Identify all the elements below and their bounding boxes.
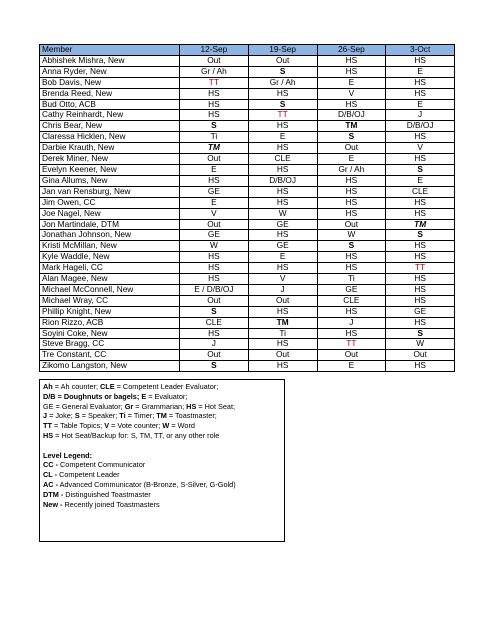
role-cell: W xyxy=(386,339,455,350)
table-row xyxy=(40,55,455,66)
table-row xyxy=(40,99,455,110)
role-cell: GE xyxy=(180,230,249,241)
member-name-cell: Mark Hageli, CC xyxy=(40,263,180,274)
table-row xyxy=(40,143,455,154)
level-legend-line xyxy=(43,480,281,490)
role-cell: HS xyxy=(248,88,317,99)
role-cell: Out xyxy=(317,350,386,361)
role-cell: HS xyxy=(248,339,317,350)
legend-text: = Evaluator; xyxy=(146,391,188,401)
role-cell: HS xyxy=(317,252,386,263)
table-row xyxy=(40,328,455,339)
table-row xyxy=(40,361,455,372)
member-name-cell: Abhishek Mishra, New xyxy=(40,55,180,66)
role-cell: HS xyxy=(180,328,249,339)
role-cell: TT xyxy=(386,263,455,274)
legend-text: CLE xyxy=(100,382,115,391)
table-row xyxy=(40,274,455,285)
role-cell: HS xyxy=(317,55,386,66)
role-cell: E xyxy=(248,252,317,263)
member-name-cell: Gina Allums, New xyxy=(40,175,180,186)
legend-text: = Grammarian; xyxy=(133,401,187,411)
legend-box xyxy=(39,379,285,542)
role-cell: S xyxy=(386,328,455,339)
role-cell: Out xyxy=(248,295,317,306)
table-row xyxy=(40,175,455,186)
role-cell: S xyxy=(386,164,455,175)
role-cell: Out xyxy=(180,154,249,165)
role-cell: J xyxy=(317,317,386,328)
role-cell: J xyxy=(386,110,455,121)
table-row xyxy=(40,208,455,219)
role-cell: HS xyxy=(317,328,386,339)
role-cell: S xyxy=(180,306,249,317)
legend-text: Ah xyxy=(43,382,53,391)
member-name-cell: Derek Miner, New xyxy=(40,154,180,165)
role-cell: TT xyxy=(180,77,249,88)
legend-text: TM xyxy=(156,411,167,421)
role-cell: HS xyxy=(386,88,455,99)
role-cell: HS xyxy=(248,164,317,175)
role-cell: Out xyxy=(248,55,317,66)
role-cell: TM xyxy=(180,143,249,154)
table-row xyxy=(40,197,455,208)
role-cell: E xyxy=(386,99,455,110)
member-name-cell: Tre Constant, CC xyxy=(40,350,180,361)
legend-text: = Toastmaster; xyxy=(166,411,217,421)
legend-text: = Hot Seat; xyxy=(196,401,236,411)
member-name-cell: Joe Nagel, New xyxy=(40,208,180,219)
member-name-cell: Soyini Coke, New xyxy=(40,328,180,339)
member-name-cell: Steve Bragg, CC xyxy=(40,339,180,350)
role-cell: HS xyxy=(248,361,317,372)
level-legend-line xyxy=(43,460,281,470)
role-cell: HS xyxy=(386,208,455,219)
role-cell: HS xyxy=(386,252,455,263)
legend-text: Distinguished Toastmaster xyxy=(63,489,151,499)
role-cell: TT xyxy=(317,339,386,350)
role-cell: TM xyxy=(386,219,455,230)
legend-text: DTM - xyxy=(43,489,64,499)
header-row xyxy=(40,45,455,56)
table-row xyxy=(40,252,455,263)
role-legend-line xyxy=(43,392,281,402)
column-header-date: 26-Sep xyxy=(317,45,386,56)
legend-text: AC - xyxy=(43,479,58,489)
role-cell: HS xyxy=(180,263,249,274)
member-name-cell: Cathy Reinhardt, New xyxy=(40,110,180,121)
role-cell: HS xyxy=(248,186,317,197)
role-cell: W xyxy=(317,230,386,241)
legend-text: Competent Leader xyxy=(57,470,120,480)
legend-text: S xyxy=(74,411,80,421)
legend-text: = Table Topics; xyxy=(51,421,105,431)
role-cell: GE xyxy=(248,219,317,230)
level-legend-title: Level Legend: xyxy=(43,450,93,460)
role-cell: HS xyxy=(317,175,386,186)
legend-text: Ti xyxy=(119,411,126,421)
legend-text: TT xyxy=(43,421,52,431)
role-cell: E xyxy=(317,361,386,372)
role-cell: HS xyxy=(386,55,455,66)
role-cell: HS xyxy=(386,197,455,208)
role-cell: V xyxy=(317,88,386,99)
member-name-cell: Darbie Krauth, New xyxy=(40,143,180,154)
role-cell: HS xyxy=(317,186,386,197)
legend-text: GE = General Evaluator; xyxy=(43,401,125,411)
column-header-date: 3-Oct xyxy=(386,45,455,56)
table-row xyxy=(40,132,455,143)
legend-text: = Timer; xyxy=(125,411,157,421)
role-cell: HS xyxy=(317,99,386,110)
role-cell: Out xyxy=(180,350,249,361)
role-cell: S xyxy=(386,230,455,241)
role-cell: Ti xyxy=(180,132,249,143)
legend-text: Competent Communicator xyxy=(58,460,146,470)
legend-text: HS xyxy=(186,401,197,411)
role-cell: E xyxy=(180,197,249,208)
role-cell: E xyxy=(386,175,455,186)
role-cell: D/B/OJ xyxy=(317,110,386,121)
legend-text: = Competent Leader Evaluator; xyxy=(114,382,219,391)
role-cell: D/B/OJ xyxy=(248,175,317,186)
schedule-body xyxy=(40,55,455,371)
role-cell: S xyxy=(317,241,386,252)
column-header-date: 12-Sep xyxy=(180,45,249,56)
legend-text: HS xyxy=(43,430,54,440)
role-legend-line xyxy=(43,411,281,421)
role-cell: TT xyxy=(248,110,317,121)
role-cell: HS xyxy=(386,77,455,88)
table-row xyxy=(40,186,455,197)
member-name-cell: Anna Ryder, New xyxy=(40,66,180,77)
role-cell: W xyxy=(180,241,249,252)
role-cell: E xyxy=(386,66,455,77)
legend-text: V xyxy=(104,421,110,431)
member-name-cell: Jonathan Johnson, New xyxy=(40,230,180,241)
role-cell: Out xyxy=(248,350,317,361)
role-cell: HS xyxy=(317,208,386,219)
role-cell: HS xyxy=(386,295,455,306)
role-cell: HS xyxy=(180,175,249,186)
legend-text: = Ah counter; xyxy=(52,382,100,391)
legend-text: = Speaker; xyxy=(79,411,120,421)
role-cell: HS xyxy=(180,252,249,263)
role-cell: E xyxy=(248,132,317,143)
role-cell: J xyxy=(248,284,317,295)
legend-text: Gr xyxy=(124,401,134,411)
legend-text: W xyxy=(162,421,170,431)
role-cell: Out xyxy=(386,350,455,361)
legend-text: New - xyxy=(43,499,63,509)
role-cell: HS xyxy=(317,263,386,274)
role-cell: S xyxy=(180,361,249,372)
role-cell: HS xyxy=(180,88,249,99)
role-cell: S xyxy=(317,132,386,143)
legend-text: Advanced Communicator (B-Bronze, S-Silver, G-Gold) xyxy=(58,479,236,489)
role-schedule-table xyxy=(39,44,455,372)
member-name-cell: Chris Bear, New xyxy=(40,121,180,132)
role-cell: HS xyxy=(180,110,249,121)
role-cell: Out xyxy=(317,219,386,230)
member-name-cell: Jon Martindale, DTM xyxy=(40,219,180,230)
column-header-date: 19-Sep xyxy=(248,45,317,56)
level-legend-line xyxy=(43,500,281,510)
table-row xyxy=(40,110,455,121)
member-name-cell: Bud Otto, ACB xyxy=(40,99,180,110)
role-cell: HS xyxy=(386,241,455,252)
table-row xyxy=(40,306,455,317)
role-cell: Gr / Ah xyxy=(248,77,317,88)
role-cell: CLE xyxy=(180,317,249,328)
member-name-cell: Jan van Rensburg, New xyxy=(40,186,180,197)
member-name-cell: Jim Owen, CC xyxy=(40,197,180,208)
role-cell: E / D/B/OJ xyxy=(180,284,249,295)
role-cell: HS xyxy=(248,230,317,241)
role-cell: Out xyxy=(317,143,386,154)
role-cell: CLE xyxy=(317,295,386,306)
role-cell: HS xyxy=(317,197,386,208)
table-row xyxy=(40,263,455,274)
role-cell: GE xyxy=(317,284,386,295)
member-name-cell: Kyle Waddle, New xyxy=(40,252,180,263)
legend-text: Recently joined Toastmasters xyxy=(62,499,160,509)
table-row xyxy=(40,317,455,328)
role-cell: S xyxy=(248,99,317,110)
role-cell: HS xyxy=(386,284,455,295)
role-cell: HS xyxy=(248,121,317,132)
role-cell: HS xyxy=(248,197,317,208)
role-cell: HS xyxy=(386,154,455,165)
role-cell: Ti xyxy=(317,274,386,285)
role-cell: TM xyxy=(317,121,386,132)
level-legend-line xyxy=(43,490,281,500)
member-name-cell: Evelyn Keener, New xyxy=(40,164,180,175)
legend-text: J xyxy=(43,411,48,421)
member-name-cell: Phillip Knight, New xyxy=(40,306,180,317)
role-cell: GE xyxy=(248,241,317,252)
table-row xyxy=(40,219,455,230)
member-name-cell: Michael McConnell, New xyxy=(40,284,180,295)
legend-spacer xyxy=(43,441,281,451)
legend-text: D/B = Doughnuts or bagels; xyxy=(43,391,140,401)
role-cell: HS xyxy=(248,143,317,154)
role-cell: HS xyxy=(386,317,455,328)
member-name-cell: Michael Wray, CC xyxy=(40,295,180,306)
table-row xyxy=(40,77,455,88)
role-cell: Out xyxy=(180,295,249,306)
role-cell: HS xyxy=(180,99,249,110)
role-cell: E xyxy=(317,77,386,88)
role-cell: CLE xyxy=(248,154,317,165)
role-cell: V xyxy=(248,274,317,285)
role-cell: S xyxy=(248,66,317,77)
table-row xyxy=(40,350,455,361)
role-cell: W xyxy=(248,208,317,219)
role-cell: TM xyxy=(248,317,317,328)
legend-text: = Vote counter; xyxy=(109,421,163,431)
member-name-cell: Brenda Reed, New xyxy=(40,88,180,99)
legend-text: = Joke; xyxy=(47,411,75,421)
role-cell: HS xyxy=(180,274,249,285)
legend-text: E xyxy=(141,391,147,401)
role-cell: GE xyxy=(386,306,455,317)
table-row xyxy=(40,284,455,295)
member-name-cell: Claressa Hicklen, New xyxy=(40,132,180,143)
role-cell: D/B/OJ xyxy=(386,121,455,132)
role-legend xyxy=(43,382,281,441)
table-row xyxy=(40,154,455,165)
member-name-cell: Alan Magee, New xyxy=(40,274,180,285)
role-cell: HS xyxy=(248,306,317,317)
column-header-member: Member xyxy=(40,45,180,56)
table-row xyxy=(40,121,455,132)
table-row xyxy=(40,164,455,175)
table-row xyxy=(40,339,455,350)
member-name-cell: Rion Rizzo, ACB xyxy=(40,317,180,328)
role-legend-line xyxy=(43,382,281,392)
role-cell: E xyxy=(317,154,386,165)
role-cell: HS xyxy=(386,132,455,143)
role-cell: HS xyxy=(386,361,455,372)
member-name-cell: Bob Davis, New xyxy=(40,77,180,88)
role-cell: V xyxy=(386,143,455,154)
role-cell: Gr / Ah xyxy=(317,164,386,175)
table-row xyxy=(40,88,455,99)
member-name-cell: Zikomo Langston, New xyxy=(40,361,180,372)
role-cell: GE xyxy=(180,186,249,197)
role-cell: S xyxy=(180,121,249,132)
role-cell: Gr / Ah xyxy=(180,66,249,77)
role-legend-line xyxy=(43,431,281,441)
table-row xyxy=(40,230,455,241)
legend-text: = Word xyxy=(169,421,195,431)
role-legend-line xyxy=(43,421,281,431)
table-row xyxy=(40,295,455,306)
table-row xyxy=(40,241,455,252)
role-legend-line xyxy=(43,402,281,412)
role-cell: CLE xyxy=(386,186,455,197)
role-cell: V xyxy=(180,208,249,219)
level-legend xyxy=(43,460,281,509)
role-cell: HS xyxy=(386,274,455,285)
role-cell: HS xyxy=(248,263,317,274)
legend-text: CL - xyxy=(43,470,58,480)
role-cell: Out xyxy=(180,55,249,66)
member-name-cell: Kristi McMillan, New xyxy=(40,241,180,252)
legend-text: CC - xyxy=(43,460,58,470)
role-cell: HS xyxy=(317,306,386,317)
role-cell: HS xyxy=(317,66,386,77)
role-cell: Out xyxy=(180,219,249,230)
role-cell: J xyxy=(180,339,249,350)
table-row xyxy=(40,66,455,77)
role-cell: Ti xyxy=(248,328,317,339)
level-legend-line xyxy=(43,470,281,480)
legend-text: = Hot Seat/Backup for: S, TM, TT, or any other role xyxy=(53,430,220,440)
role-cell: E xyxy=(180,164,249,175)
